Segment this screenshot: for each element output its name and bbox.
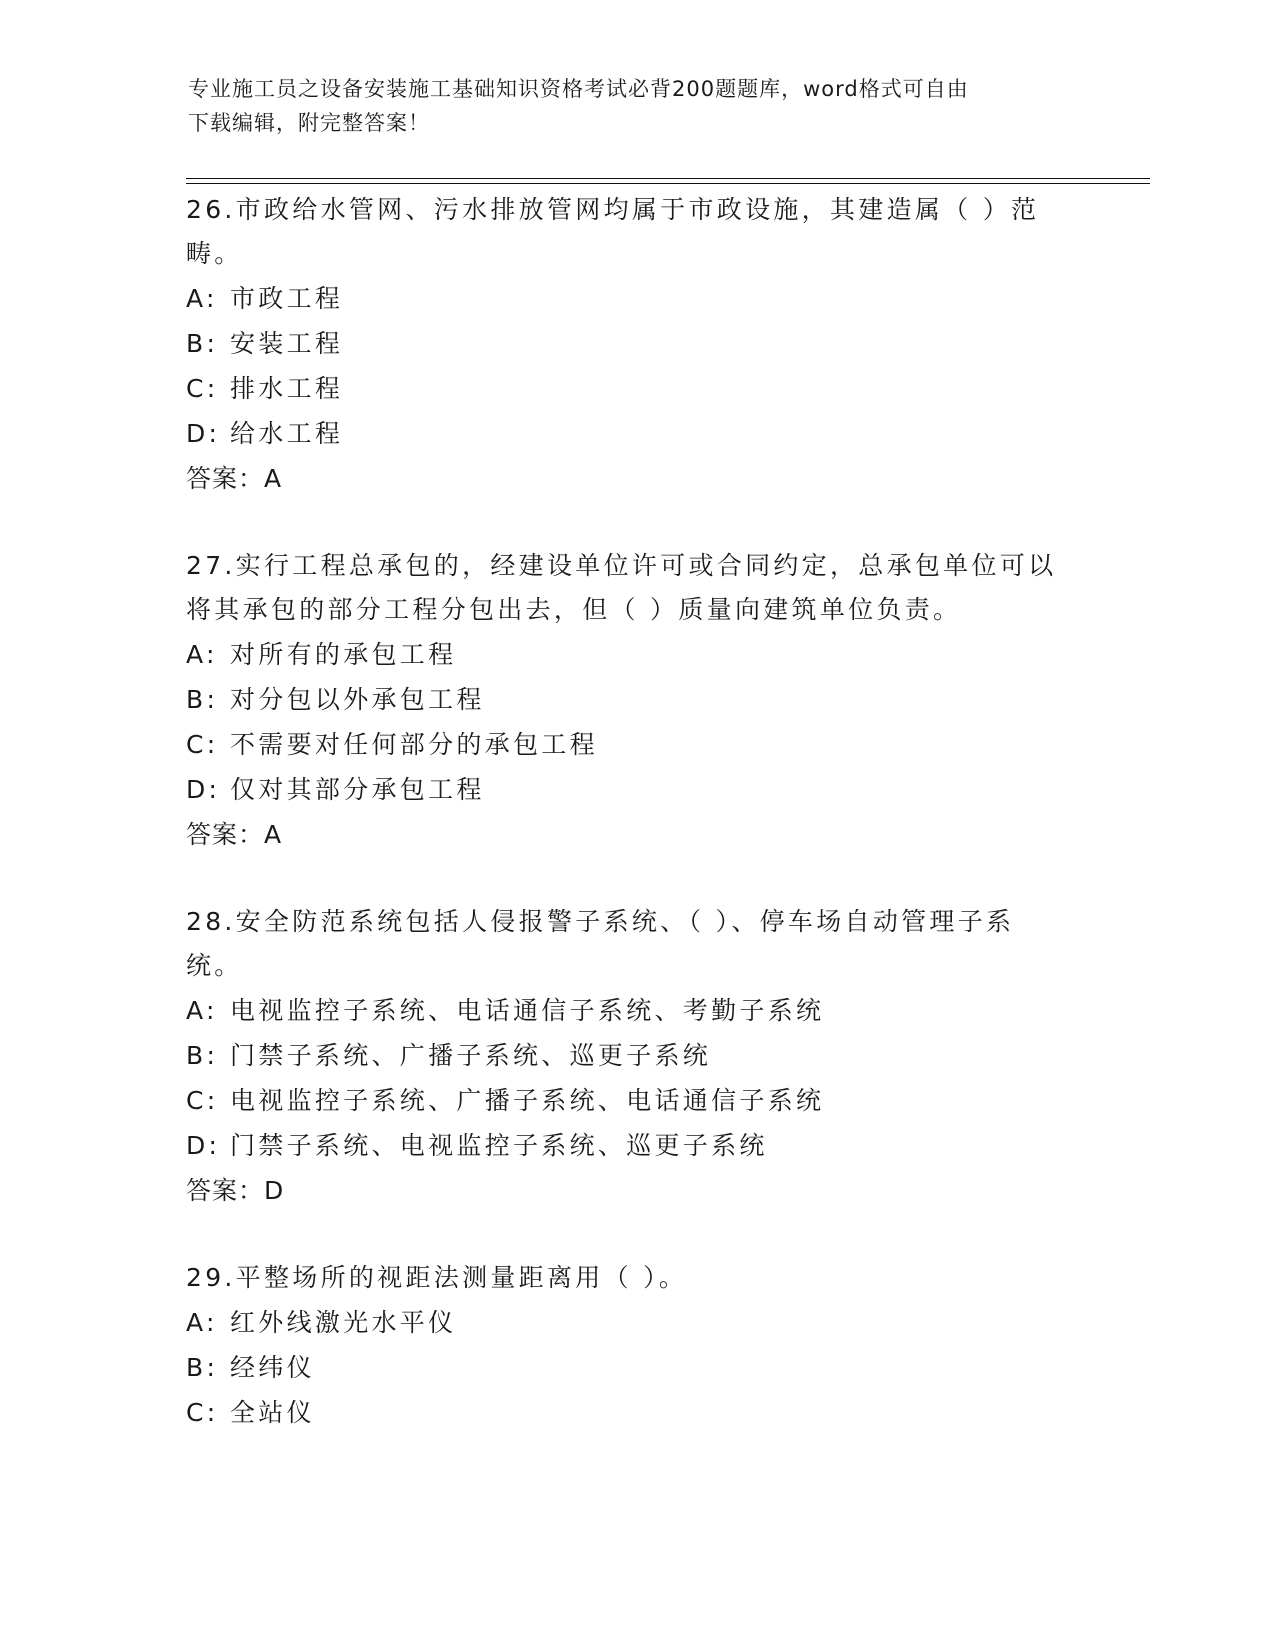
answer-line (186, 456, 1086, 501)
option-key: C: (186, 730, 219, 759)
question-stem (186, 1256, 1066, 1300)
question-28 (186, 900, 1086, 1213)
option-d (186, 767, 1086, 812)
question-text: 市政给水管网、污水排放管网均属于市政设施，其建造属（ ）范畴。 (186, 195, 1040, 268)
option-key: D: (186, 419, 221, 448)
option-a (186, 988, 1086, 1033)
question-number: 26. (186, 195, 236, 224)
header-divider-bottom (186, 183, 1150, 184)
question-spacer (186, 1213, 1086, 1256)
option-c (186, 366, 1086, 411)
answer-label: 答案： (186, 820, 265, 849)
answer-line (186, 812, 1086, 857)
option-a (186, 632, 1086, 677)
answer-line (186, 1168, 1086, 1213)
document-header (188, 72, 1068, 140)
question-stem (186, 188, 1066, 276)
question-text: 实行工程总承包的，经建设单位许可或合同约定，总承包单位可以将其承包的部分工程分包出去，但（ ）质量向建筑单位负责。 (186, 551, 1057, 624)
question-text: 平整场所的视距法测量距离用（ ）。 (235, 1263, 688, 1292)
option-b (186, 1345, 1086, 1390)
answer-value: A (264, 820, 283, 849)
question-29 (186, 1256, 1086, 1435)
option-text: 经纬仪 (230, 1353, 315, 1382)
question-text: 安全防范系统包括人侵报警子系统、（ ）、停车场自动管理子系统。 (186, 907, 1015, 980)
option-text: 电视监控子系统、电话通信子系统、考勤子系统 (230, 996, 825, 1025)
answer-value: D (264, 1176, 285, 1205)
question-stem (186, 900, 1066, 988)
question-list (186, 188, 1086, 1435)
question-number: 27. (186, 551, 236, 580)
option-key: B: (186, 329, 219, 358)
option-key: A: (186, 1308, 218, 1337)
option-c (186, 1390, 1086, 1435)
option-b (186, 677, 1086, 722)
option-text: 电视监控子系统、广播子系统、电话通信子系统 (230, 1086, 825, 1115)
question-number: 29. (186, 1263, 236, 1292)
option-text: 门禁子系统、电视监控子系统、巡更子系统 (230, 1131, 768, 1160)
answer-value: A (264, 464, 283, 493)
answer-label: 答案： (186, 464, 265, 493)
option-c (186, 722, 1086, 767)
question-stem (186, 544, 1066, 632)
option-a (186, 276, 1086, 321)
option-key: D: (186, 775, 221, 804)
header-line-1: 专业施工员之设备安装施工基础知识资格考试必背200题题库，word格式可自由 (188, 77, 969, 101)
option-key: C: (186, 374, 219, 403)
option-key: A: (186, 996, 218, 1025)
option-text: 仅对其部分承包工程 (230, 775, 485, 804)
option-key: A: (186, 284, 218, 313)
option-text: 给水工程 (230, 419, 344, 448)
option-key: A: (186, 640, 218, 669)
option-key: C: (186, 1398, 219, 1427)
option-b (186, 1033, 1086, 1078)
question-spacer (186, 857, 1086, 900)
header-line-2: 下载编辑，附完整答案！ (188, 111, 430, 135)
option-key: D: (186, 1131, 221, 1160)
question-26 (186, 188, 1086, 501)
answer-label: 答案： (186, 1176, 265, 1205)
option-d (186, 1123, 1086, 1168)
header-divider-top (186, 178, 1150, 179)
option-text: 排水工程 (230, 374, 344, 403)
option-text: 对所有的承包工程 (230, 640, 457, 669)
option-key: B: (186, 1041, 219, 1070)
option-text: 安装工程 (230, 329, 344, 358)
question-27 (186, 544, 1086, 857)
option-key: C: (186, 1086, 219, 1115)
option-key: B: (186, 1353, 219, 1382)
option-text: 全站仪 (230, 1398, 315, 1427)
option-a (186, 1300, 1086, 1345)
question-spacer (186, 501, 1086, 544)
option-text: 门禁子系统、广播子系统、巡更子系统 (230, 1041, 712, 1070)
option-text: 市政工程 (230, 284, 344, 313)
option-key: B: (186, 685, 219, 714)
option-text: 红外线激光水平仪 (230, 1308, 457, 1337)
option-text: 不需要对任何部分的承包工程 (230, 730, 598, 759)
option-c (186, 1078, 1086, 1123)
option-d (186, 411, 1086, 456)
option-text: 对分包以外承包工程 (230, 685, 485, 714)
question-number: 28. (186, 907, 236, 936)
option-b (186, 321, 1086, 366)
